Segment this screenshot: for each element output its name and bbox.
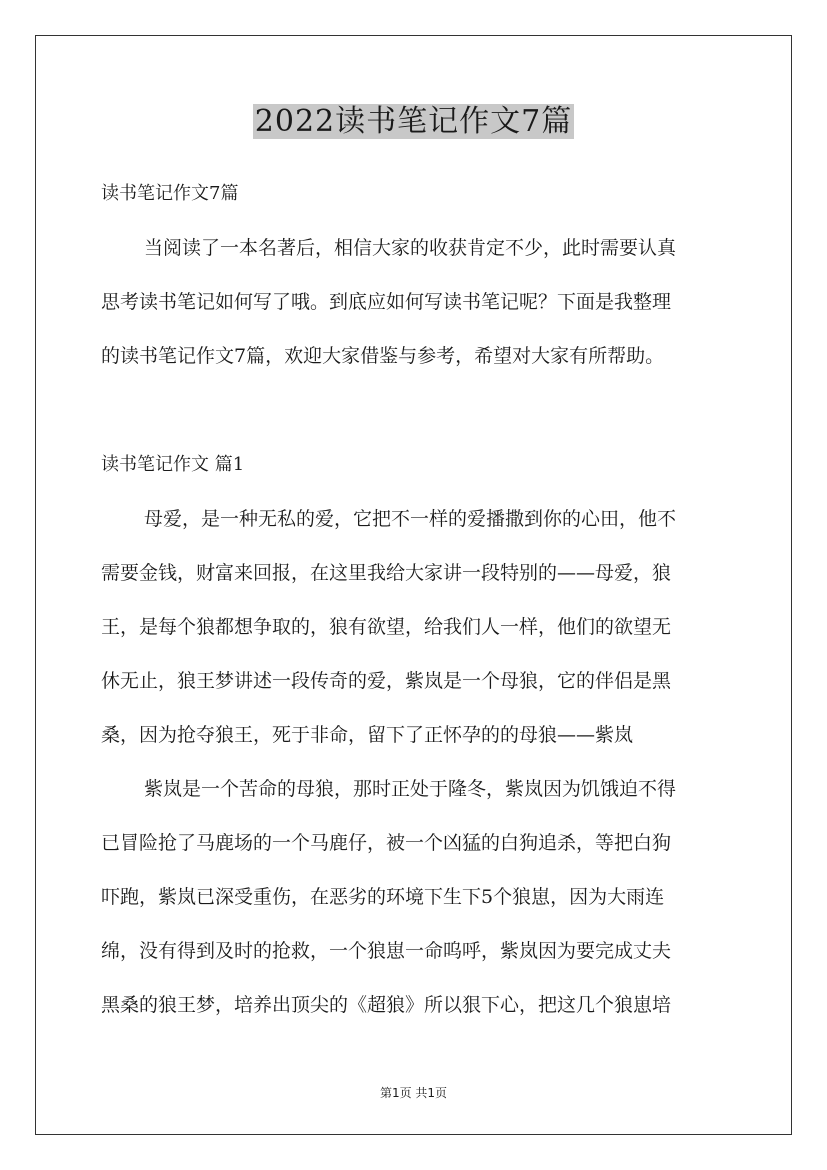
paragraph-line: 需要金钱，财富来回报，在这里我给大家讲一段特别的——母爱，狼 [101,562,672,584]
paragraph-line: 绵，没有得到及时的抢救，一个狼崽一命呜呼，紫岚因为要完成丈夫 [101,940,672,962]
paragraph-line: 吓跑，紫岚已深受重伤，在恶劣的环境下生下5个狼崽，因为大雨连 [101,886,665,908]
document-title-text: 2022读书笔记作文7篇 [254,104,573,139]
paragraph-line: 紫岚是一个苦命的母狼，那时正处于隆冬，紫岚因为饥饿迫不得 [144,778,677,800]
paragraph-line: 桑，因为抢夺狼王，死于非命，留下了正怀孕的的母狼——紫岚 [101,724,634,746]
intro-line: 的读书笔记作文7篇，欢迎大家借鉴与参考，希望对大家有所帮助。 [101,345,665,367]
paragraph-line: 母爱，是一种无私的爱，它把不一样的爱播撒到你的心田，他不 [144,508,677,530]
paragraph-line: 已冒险抢了马鹿场的一个马鹿仔，被一个凶猛的白狗追杀，等把白狗 [101,832,672,854]
section-heading: 读书笔记作文 篇1 [101,454,245,475]
paragraph-line: 王，是每个狼都想争取的，狼有欲望，给我们人一样，他们的欲望无 [101,616,672,638]
intro-line: 当阅读了一本名著后，相信大家的收获肯定不少，此时需要认真 [144,237,677,259]
intro-line: 思考读书笔记如何写了哦。到底应如何写读书笔记呢？下面是我整理 [101,291,672,313]
page-number: 第1页 共1页 [379,1086,448,1100]
document-title [0,100,827,144]
document-subtitle: 读书笔记作文7篇 [101,183,239,204]
page-footer [0,1085,827,1101]
paragraph-line: 休无止，狼王梦讲述一段传奇的爱，紫岚是一个母狼，它的伴侣是黑 [101,670,672,692]
paragraph-line: 黑桑的狼王梦，培养出顶尖的《超狼》所以狠下心，把这几个狼崽培 [101,994,672,1016]
